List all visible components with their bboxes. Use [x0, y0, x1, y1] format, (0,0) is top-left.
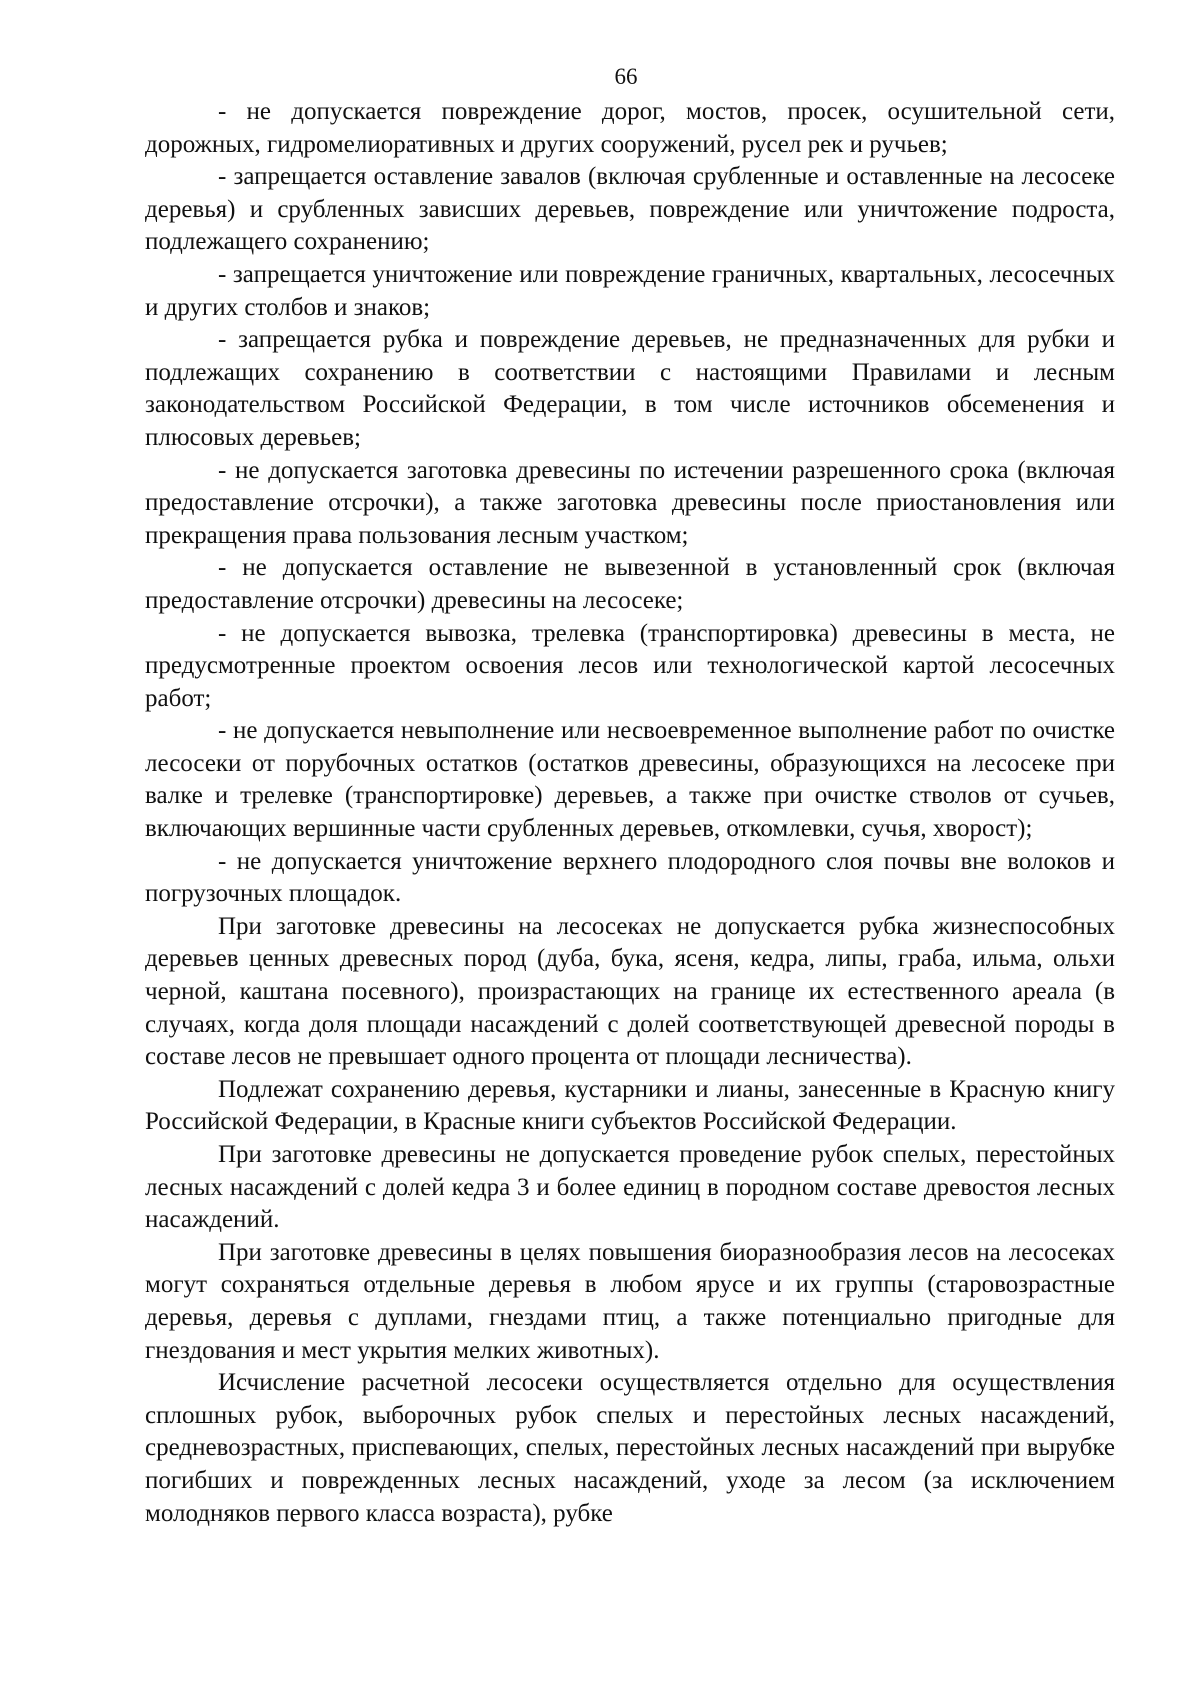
paragraph-debris: - запрещается оставление завалов (включая срубленные и оставленные на лесосеке деревья) и срубленных зависших деревьев, повреждение или уничтожение подроста, подлежащего сохранению; [145, 163, 1115, 256]
page-number: 66 [614, 64, 638, 89]
paragraph-valuable-species: При заготовке древесины на лесосеках не допускается рубка жизнеспособных деревьев ценных древесных пород (дуба, бука, ясеня, кедра, липы, граба, ильма, ольхи черной, каштана посевного), произрастающих на границе их естественного ареала (в случаях, когда доля площади насаждений с долей соответствующей древесной породы в составе лесов не превышает одного процента от площади лесничества). [145, 912, 1115, 1071]
paragraph-red-book: Подлежат сохранению деревья, кустарники и лианы, занесенные в Красную книгу Российской Федерации, в Красные книги субъектов Российской Федерации. [145, 1075, 1115, 1136]
paragraph-boundary-posts: - запрещается уничтожение или повреждение граничных, квартальных, лесосечных и других столбов и знаков; [145, 260, 1115, 321]
paragraph-topsoil: - не допускается уничтожение верхнего плодородного слоя почвы вне волоков и погрузочных площадок. [145, 847, 1115, 908]
paragraph-skidding: - не допускается вывозка, трелевка (транспортировка) древесины в места, не предусмотренные проектом освоения лесов или технологической картой лесосечных работ; [145, 619, 1115, 712]
paragraph-biodiversity: При заготовке древесины в целях повышения биоразнообразия лесов на лесосеках могут сохраняться отдельные деревья в любом ярусе и их группы (старовозрастные деревья, деревья с дуплами, гнездами птиц, а также потенциально пригодные для гнездования и мест укрытия мелких животных). [145, 1238, 1115, 1364]
paragraph-slash-cleanup: - не допускается невыполнение или несвоевременное выполнение работ по очистке лесосеки от порубочных остатков (остатков древесины, образующихся на лесосеке при валке и трелевке (транспортировке) деревьев, а также при очистке стволов от сучьев, включающих вершинные части срубленных деревьев, откомлевки, сучья, хворост); [145, 717, 1115, 843]
paragraph-cedar: При заготовке древесины не допускается проведение рубок спелых, перестойных лесных насаждений с долей кедра 3 и более единиц в породном составе древостоя лесных насаждений. [145, 1141, 1115, 1234]
document-page [145, 64, 1115, 1530]
paragraph-unremoved-timber: - не допускается оставление не вывезенной в установленный срок (включая предоставление отсрочки) древесины на лесосеке; [145, 554, 1115, 614]
paragraph-protected-trees: - запрещается рубка и повреждение деревьев, не предназначенных для рубки и подлежащих сохранению в соответствии с настоящими Правилами и лесным законодательством Российской Федерации, в том числе источников обсеменения и плюсовых деревьев; [145, 326, 1115, 451]
paragraph-road-damage: - не допускается повреждение дорог, мостов, просек, осушительной сети, дорожных, гидромелиоративных и других сооружений, русел рек и ручьев; [145, 98, 1115, 158]
paragraph-allowable-cut: Исчисление расчетной лесосеки осуществляется отдельно для осуществления сплошных рубок, выборочных рубок спелых и перестойных лесных насаждений, средневозрастных, приспевающих, спелых, перестойных лесных насаждений при вырубке погибших и поврежденных лесных насаждений, уходе за лесом (за исключением молодняков первого класса возраста), рубке [145, 1369, 1115, 1527]
paragraph-expired-term: - не допускается заготовка древесины по истечении разрешенного срока (включая предоставление отсрочки), а также заготовка древесины после приостановления или прекращения права пользования лесным участком; [145, 456, 1115, 549]
